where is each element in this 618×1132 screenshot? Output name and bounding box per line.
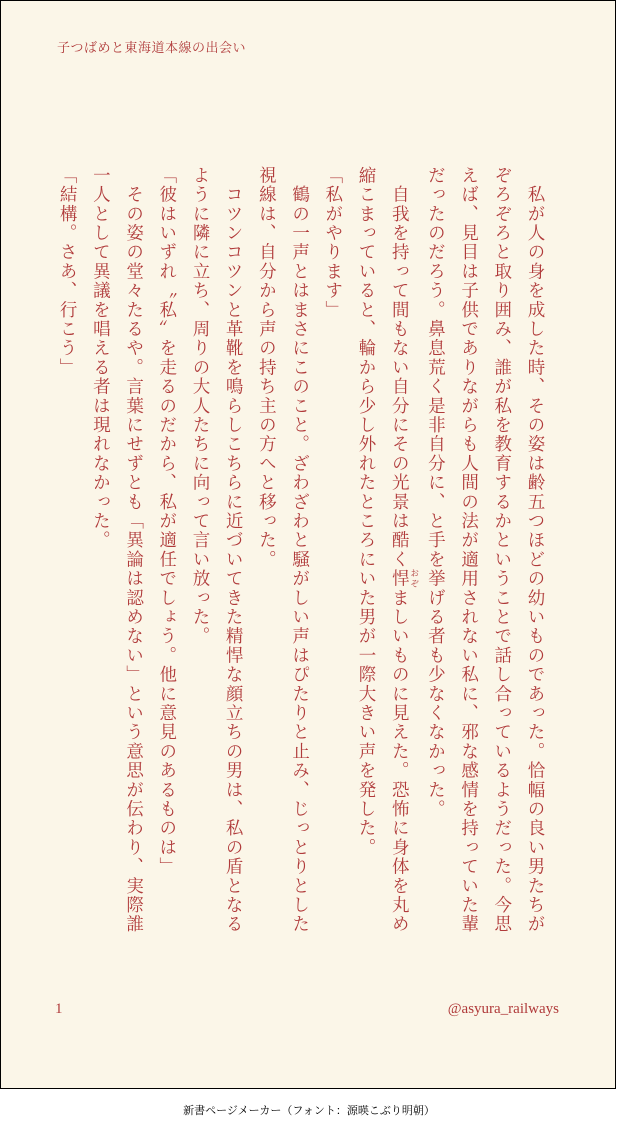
ruby-word bbox=[389, 568, 419, 590]
page-title: 子つばめと東海道本線の出会い bbox=[57, 41, 247, 56]
paragraph-segment: 自我を持って間もない自分にその光景は酷く bbox=[389, 166, 410, 570]
paragraph bbox=[349, 166, 418, 936]
paragraph: 「彼はいずれ〝私〟を走るのだから、私が適任でしょう。他に意見のあるものは」 bbox=[156, 166, 177, 877]
paragraph: 私が人の身を成した時、その姿は齢五つほどの幼いものであった。恰幅の良い男たちがぞろぞろと取り囲み、誰が私を教育するかということで話し合っているようだった。今思えば、見目は子供でありながらも人間の法が適用されない私に、邪な感情を持っていた輩だったのだろう。鼻息荒く是非自分に、と手を挙げる者も少なくなかった。 bbox=[425, 166, 545, 934]
paragraph: 鶴の一声とはまさにこのこと。ざわざわと騒がしい声はぴたりと止み、じっとりとした視線は、自分から声の持ち主の方へと移った。 bbox=[256, 166, 310, 934]
paragraph: その姿の堂々たるや。言葉にせずとも「異論は認めない」という意思が伝わり、実際誰一人として異議を唱える者は現れなかった。 bbox=[90, 166, 144, 934]
page-number: 1 bbox=[55, 1001, 63, 1017]
paragraph: 「結構。さあ、行こう」 bbox=[57, 166, 78, 378]
body-text bbox=[50, 166, 551, 936]
paragraph: 「私がやります」 bbox=[322, 166, 343, 320]
generator-credit: 新書ページメーカー（フォント：源暎こぶり明朝） bbox=[183, 1104, 435, 1117]
ruby-reading: おぞ bbox=[408, 568, 419, 590]
paragraph-segment: ましいものに見えた。恐怖に身体を丸め縮こまっていると、輪から少し外れたところにいた男が一際大きい声を発した。 bbox=[355, 166, 410, 935]
author-handle: @asyura_railways bbox=[447, 1001, 559, 1017]
paragraph: コツンコツンと革靴を鳴らしこちらに近づいてきた精悍な顔立ちの男は、私の盾となるように隣に立ち、周りの大人たちに向って言い放った。 bbox=[189, 166, 244, 934]
ruby-base: 悍 bbox=[389, 568, 410, 590]
